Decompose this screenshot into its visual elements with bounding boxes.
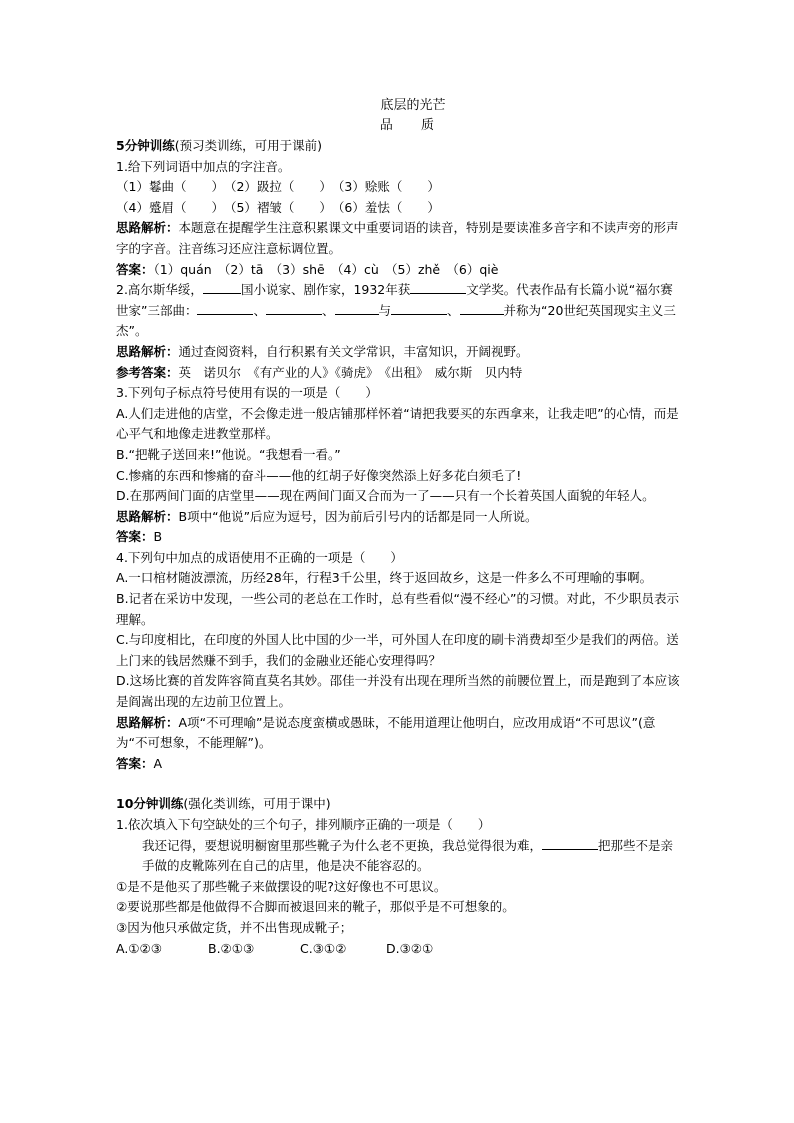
- q3-option-c: C.惨痛的东西和惨痛的奋斗——他的红胡子好像突然添上好多花白须毛了!: [116, 467, 522, 483]
- q4-option-b: B.记者在采访中发现，一些公司的老总在工作时，总有些看似“漫不经心”的习惯。对此，不少职员表示理解。: [116, 591, 680, 627]
- q1-row2: （4）蹙眉（ ） （5）褶皱（ ） （6）羞怯（ ）: [116, 199, 440, 215]
- q4-option-d: D.这场比赛的首发阵容简直莫名其妙。邵佳一并没有出现在理所当然的前腰位置上，而是跑到了本应该是阎嵩出现的左边前卫位置上。: [116, 673, 680, 710]
- option-b: B.②①③: [208, 940, 255, 956]
- s2-q1-sentence-2: ②要说那些都是他做得不合脚而被退回来的靴子，那似乎是不可想象的。: [116, 899, 515, 915]
- section-heading-10min: 10分钟训练(强化类训练，可用于课中): [116, 796, 331, 812]
- s2-q1-sentence-1: ①是不是他买了那些靴子来做摆设的呢?这好像也不可思议。: [116, 878, 447, 894]
- q1-analysis: 思路解析：本题意在提醒学生注意积累课文中重要词语的读音，特别是要读准多音字和不读声旁的形声字的字音。注音练习还应注意标调位置。: [116, 220, 679, 256]
- q4-answer: 答案：A: [116, 755, 163, 771]
- q3-answer: 答案：B: [116, 529, 163, 545]
- document-page: [116, 96, 680, 959]
- section-heading-5min: 5分钟训练(预习类训练，可用于课前): [116, 138, 322, 153]
- document-title: 底层的光芒: [380, 98, 446, 113]
- blank: [266, 301, 322, 315]
- q1-stem: 1.给下列词语中加点的字注音。: [116, 158, 291, 174]
- s2-q1-passage: 我还记得，要想说明橱窗里那些靴子为什么老不更换，我总觉得很为难， 把那些不是亲手做的皮靴陈列在自己的店里，他是决不能容忍的。: [142, 837, 674, 874]
- s2-q1-stem: 1.依次填入下句空缺处的三个句子，排列顺序正确的一项是（ ）: [116, 817, 491, 832]
- blank: [460, 301, 504, 315]
- q4-option-a: A.一口棺材随波漂流，历经28年，行程3千公里，终于返回故乡，这是一件多么不可理喻的事啊。: [116, 570, 653, 586]
- q2-analysis: 思路解析：通过查阅资料，自行积累有关文学常识，丰富知识，开阔视野。: [116, 343, 529, 359]
- q2-answer: 参考答案：英 诺贝尔 《有产业的人》《骑虎》 《出租》 威尔斯 贝内特: [116, 364, 523, 380]
- q1-answer: 答案：（1）quán （2）tā （3）shē （4）cù （5）zhě （6）qiè: [116, 261, 499, 277]
- blank: [197, 301, 253, 315]
- blank: [410, 280, 466, 294]
- q4-analysis: 思路解析：A项“不可理喻”是说态度蛮横或愚昧，不能用道理让他明白，应改用成语“不可思议”(意为“不可想象，不能理解”)。: [116, 714, 656, 751]
- q3-option-d: D.在那两间门面的店堂里——现在两间门面又合而为一了——只有一个长着英国人面貌的年轻人。: [116, 488, 655, 504]
- q3-analysis: 思路解析：B项中“他说”后应为逗号，因为前后引号内的话都是同一人所说。: [116, 508, 538, 524]
- s2-q1-options: [116, 939, 680, 960]
- q3-stem: 3.下列句子标点符号使用有误的一项是（ ）: [116, 385, 378, 401]
- q1-row1: （1）鬈曲（ ） （2）趿拉（ ） （3）赊账（ ）: [116, 179, 440, 195]
- option-a: A.①②③: [116, 940, 162, 956]
- option-d: D.③②①: [386, 940, 434, 956]
- blank: [542, 836, 598, 850]
- blank: [203, 280, 241, 294]
- q2-stem: 2.高尔斯华绥， 国小说家、剧作家，1932年获 文学奖。代表作品有长篇小说“福尔赛世家”三部曲： 、 、 与 、 并称为“20世纪英国现实主义三杰”。: [116, 282, 676, 339]
- option-c: C.③①②: [300, 940, 347, 956]
- q3-option-b: B.“把靴子送回来!”他说。“我想看一看。”: [116, 446, 341, 462]
- blank: [335, 301, 379, 315]
- document-subtitle: 品 质: [379, 118, 447, 133]
- q3-option-a: A.人们走进他的店堂，不会像走进一般店铺那样怀着“请把我要买的东西拿来，让我走吧”的心情，而是心平气和地像走进教堂那样。: [116, 405, 679, 442]
- q4-stem: 4.下列句中加点的成语使用不正确的一项是（ ）: [116, 549, 403, 565]
- q4-option-c: C.与印度相比，在印度的外国人比中国的少一半，可外国人在印度的刷卡消费却至少是我们的两倍。送上门来的钱居然赚不到手，我们的金融业还能心安理得吗？: [116, 632, 679, 668]
- s2-q1-sentence-3: ③因为他只承做定货，并不出售现成靴子；: [116, 919, 353, 935]
- blank: [391, 301, 447, 315]
